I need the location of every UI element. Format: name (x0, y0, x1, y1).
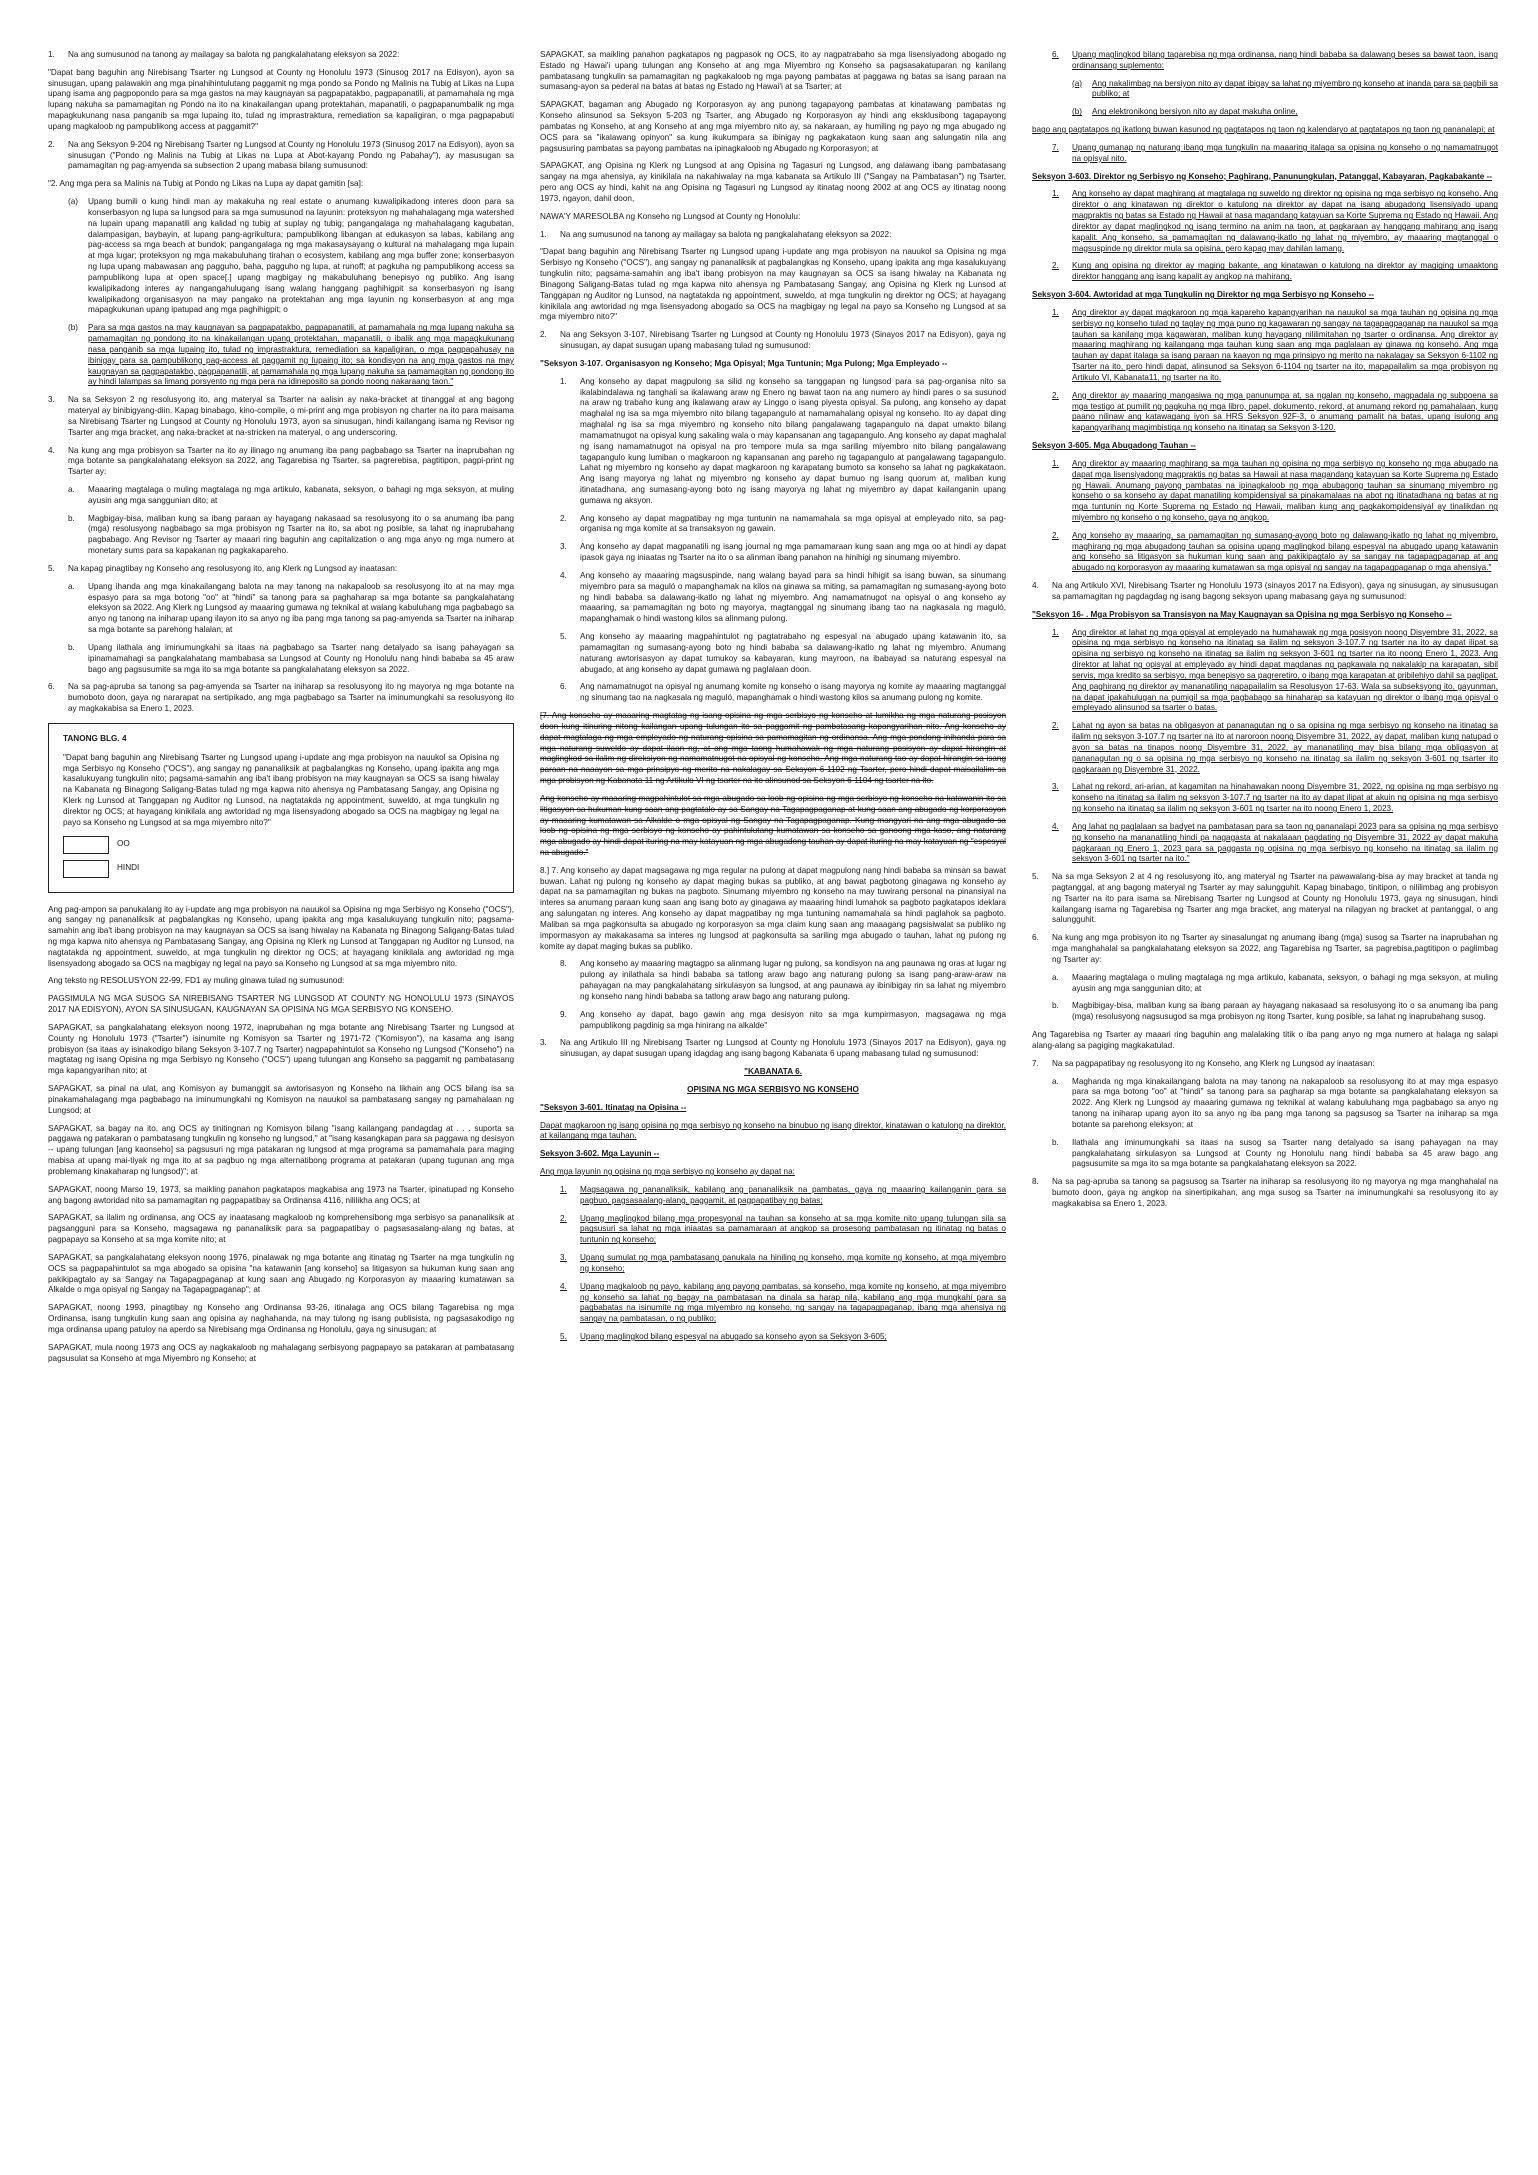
struck-subsection: Ang konseho ay maaaring magpahintulot sa mga abugado sa loob ng opisina ng mga serbisyo ng konseho na katawanin ito sa litigasyon sa hukuman kung saan ang pagtatalo ay sa Sangay na Tagapagpaganap at kung saan ang abugado ng korporasyon ay maaaring kumatawan sa Alkalde o mga opisyal ng Sangay na Tagapagpaganap. Kung mangyari na ang mga abugado sa loob ng opisina ng mga serbisyo ng konseho ay pahintulutang kumatawan sa konseho sa ganoong mga kaso, ang naturang mga abugado ay hindi dapat ituring na may katayuan ng mga abugadong tauhan ay dapat ituring na may katayuan ng "espesyal na abugado." (540, 793, 1006, 857)
numbered-paragraph: 2. Na ang Seksyon 3-107, Nirebisang Tsarter ng Lungsod at County ng Honolulu 1973 (Sinayos 2017 na Edisyon), gaya ng sinusugan, ay dapat susugan upang mabasang tulad ng sumusunod: (540, 330, 1006, 351)
numbered-paragraph: 7. Na sa pagpapatibay ng resolusyong ito ng Konseho, ang Klerk ng Lungsod ay inaatasan: (1032, 1058, 1375, 1068)
lettered-paragraph: a. Maghanda ng mga kinakailangang balota na may tanong na nakapaloob sa resolusyong ito at may mga espasyo para sa mga botong "oo" at "hindi" sa tanong para sa pagharap sa mga botante sa pangkalahatang eleksyon sa 2022. Ang Klerk ng Lungsod ay maaaring gumawa ng teknikal at walang kabuluhang mga pagbabago sa anyo ng tanong na iniharap upang ayon ito sa anyo ng iba pang mga tanong sa pagsusog sa Tsarter na iniharap sa mga botante sa parehong eleksyon; at (1052, 1076, 1498, 1129)
numbered-subsection: 4. Upang magkaloob ng payo, kabilang ang payong pambatas, sa konseho, mga komite ng konseho, at mga miyembro ng konseho sa lahat ng bagay na pambatasan na dinala sa harap nila, kabilang ang mga mungkahi para sa pagbabatas na isinumite ng mga miyembro ng konseho, ng sangay na tagapagpaganap, ibang mga ahensiya ng sangay na pambatasan, o ng publiko; (560, 1281, 1006, 1324)
whereas-paragraph: SAPAGKAT, sa pangkalahatang eleksyon noong 1976, pinalawak ng mga botante ang itinatag ng Tsarter na mga tungkulin ng OCS sa pagpapahintulot sa mga abogado sa opisina "na katawanin [ang konseho] sa litigasyon sa hukuman kung saan ang pakikipagtalo ay sa Sangay na Tagapagpaganap at kung saan ang Abugado ng Korporasyon ay maaaring kumatawan sa Alkalde o mga opisyal ng Sangay na Tagapagpaganap"; at (48, 1252, 514, 1295)
whereas-paragraph: SAPAGKAT, sa bagay na ito, ang OCS ay tinitingnan ng Komisyon bilang "isang kailangang pandagdag at . . . suporta sa paggawa ng patakaran o pambatasang tungkulin ng konseho ng lungsod," at "isang kasangkapan para sa paggawa ng desisyon -- upang tulungan [ang kaonseho] sa pagsusuri ng mga patakaran ng lungsod at mga programa sa pamamahala para maging mabisa at upang mai-tiyak ng mga ito at sa pagbuo ng mga alternatibong programa at patakaran (upang tugunan ang mga problemang kinakaharap ng lungsod)"; at (48, 1123, 514, 1176)
amended-text-heading: "2. Ang mga pera sa Malinis na Tubig at Pondo ng Likas na Lupa ay dapat gamitin [sa]: (48, 179, 364, 189)
lettered-paragraph: a. Upang ihanda ang mga kinakailangang balota na may tanong na nakapaloob sa resolusyong ito at na may mga espasyo para sa mga botong "oo" at "hindi" sa tanong para sa paghaharap sa mga botante sa pangkalahatang eleksyon sa 2022. Ang Klerk ng Lungsod ay maaaring gumawa ng teknikal at walang kabuluhang mga pagbabago sa anyo ng tanong na iniharap upang ilayon ito sa anyo ng iba pang mga tanong sa pag-amyenda sa Tsarter na iniharap sa mga botante sa parehong halalan; at (68, 581, 514, 635)
ballot-question-text: "Dapat bang baguhin ang Nirebisang Tsarter ng Lungsod upang i-update ang mga probisyon na nauukol sa Opisina ng mga Serbisyo ng Konseho ("OCS"), ang sangay ng pananaliksik at pagbalangkas ng Konseho, upang ipakita ang mga kasalukuyang tungkulin nito; pagsama-samahin ang iba't ibang probisyon na may kaugnayan sa OCS sa isang hiwalay na Kabanata ng Binagong Saligang-Batas tulad ng mga kapwa nito ahensya ng Pambatasang Sangay, ang Opisina ng Klerk ng Lunsod at Tanggapan ng Auditor ng Lunsod, na nagtatakda ng appointment, suweldo, at mga tungkulin ng direktor ng OCS; at hayagang kinikilala ang awtoridad ng mga lisensyadong abogado sa OCS na magbigay ng legal na payo sa Konseho ng Lungsod at sa mga miyembro nito?" (63, 752, 499, 827)
numbered-subsection: 2. Lahat ng ayon sa batas na obligasyon at pananagutan ng o sa opisina ng mga serbisyo ng konseho na itinatag sa ilalim ng seksyon 3-107.7 ng tsarter na ito at naroroon noong Disyembre 31, 2022, ay dapat, maliban kung natupad o ayon sa batas na tinapos noong Disyembre 31, 2022, ay mananatiling may bisa bilang mga obligasyon at pananagutan ng o sa opisina ng mga serbisyo ng konseho na itinatag sa ilalim ng seksyon 3-601 ng tsarter ito pagkaraan ng Disyembre 31, 2022. (1052, 721, 1498, 774)
numbered-subsection: 1. Ang konseho ay dapat magpulong sa silid ng konseho sa tanggapan ng lungsod para sa pag-organisa nito sa ikalabindalawa ng tanghali sa ikalawang araw ng Enero ng bawat taon na ang numero ay hindi pares o sa susunod na araw ng trabaho kung ang ikalawang araw ay Linggo o isang piyesta opisyal. Sa pulong, ang konseho ay dapat maghalal ng isa sa mga miyembro nito bilang tagapangulo at namamahalang opisyal ng konseho. Ito ay dapat ding maghalal ng isa sa mga miyembro ng konseho nito bilang pangalawang tagapangulo na dapat umakto bilang mamamatnugot na opisyal kung sakaling wala o may kapansanan ang tagapangulo. Ang konseho ay dapat maghalal ng isang namamatnugot na opisyal na pro tempore mula sa mga sariling miyembro nito bilang pangalawang tagapangulo kung lumiban o magkaroon ng kapansanan ang pareho ng tagapangulo at pangalawang tagapangulo. Lahat ng miyembro ng konseho ay dapat magkaroon ng karapatang bumoto sa konseho sa lahat ng pagkakataon. Ang isang mayorya ng lahat ng miyembro ng konseho ay dapat bumuo ng isang quorum at, maliban kung itinatadhana, ang sumasang-ayong boto ng isang mayorya ng lahat ng miyembro ay dapat kailanganin upang gumawa ng aksyon. (560, 376, 1006, 505)
chapter-subtitle: OPISINA NG MGA SERBISYO NG KONSEHO (687, 1084, 859, 1094)
numbered-subsection: 2. Ang direktor ay maaaring mangasiwa ng mga panunumpa at, sa ngalan ng konseho, magpadala ng subpoena sa mga testigo at pumilit ng pagkuha ng mga libro, papel, dokumento, rekord, at anumang rekord ng pamahalaan, kung paano nilinaw ang katawagang iyon sa HRS Seksyon 92F-3, o anumang pamalit na batas, upang isulong ang kapangyarihang magimbistiga ng konseho na itinatag sa Seksyon 3-120. (1052, 390, 1498, 433)
whereas-paragraph: SAPAGKAT, noong Marso 19, 1973, sa maikling panahon pagkatapos magkabisa ang 1973 na Tsarter, ipinatupad ng Konseho ang bagong awtoridad nito sa pamamagitan ng pagpapatibay sa Ordinansa 4116, nililikha ang OCS; at (48, 1184, 514, 1205)
numbered-subsection: 5. Ang konseho ay maaaring magpahintulot ng pagtatrabaho ng espesyal na abugado upang katawanin ito, sa pamamagitan ng sumasang-ayong boto ng hindi bababa sa dalawang-ikatlo ng lahat ng miyembro. Anumang naturang awtorisasyon ay dapat tumukoy sa kabayaran, kung mayroon, na ibabayad sa naturang espesyal na abugado, at ang konseho ay dapat gumawa ng paglalaan doon. (560, 632, 1006, 674)
purpose-paragraph: Ang pag-ampon sa panukalang ito ay i-update ang mga probisyon na nauukol sa Opisina ng mga Serbisyo ng Konseho ("OCS"), ang sangay ng pananaliksik at pagbalangkas ng Konseho, upang ipakita ang mga kasalukuyang tungkulin nito; pagsama-samahin ang iba't ibang probisyon na may kaugnayan sa OCS sa isang hiwalay na Kabanata ng Binagong Saligang-Batas tulad ng mga kapwa nito ahensya ng Pambatasang Sangay, ang Opisina ng Klerk ng Lunsod at Tanggapan ng Auditor ng Lunsod, na nagtatakda ng appointment, suweldo, at mga tungkulin ng direktor ng OCS; at hayagang kinikilala ang awtoridad ng mga lisensyadong abogado sa OCS na magbigay ng legal na payo sa Konseho ng Lungsod at sa mga miyembro nito. (48, 904, 514, 968)
numbered-subsection: 4. Ang lahat ng paglalaan sa badyet na pambatasan para sa taon ng pananalapi 2023 para sa opisina ng mga serbisyo ng konseho na mananatiling hindi pa nagagasta at nakalaaan pagdating ng Disyembre 31, 2022 ay dapat makuha pagkaraan ng Enero 1, 2023 para sa paggasta ng opisina ng mga serbisyo ng konseho na itinatag sa ilalim ng seksyon 3-601 ng tsarter na ito." (1052, 821, 1498, 864)
whereas-paragraph: SAPAGKAT, noong 1993, pinagtibay ng Konseho ang Ordinansa 93-26, itinalaga ang OCS bilang Tagarebisa ng mga Ordinansa, isang tungkulin kung saan ang opisina ay naghahanda, na may tulong ng isang publisista, ng pagsasakodigo ng mga ordinansa upang patuloy na aperdo sa Nirebisang mga Ordinansa ng Honolulu, gaya ng sinusugan; at (48, 1303, 514, 1334)
section-heading: "Seksyon 3-107. Organisasyon ng Konseho; Mga Opisyal; Mga Tuntunin; Mga Pulong; Mga Empleyado -- (540, 358, 948, 368)
numbered-subsection: 1. Ang direktor at lahat ng mga opisyal at empleyado na humahawak ng mga posisyon noong Disyembre 31, 2022, sa opisina ng mga serbisyo ng konseho na itinatag sa ilalim ng seksyon 3-107.7 ng tsarter na ito ay dapat ilipat sa opisina ng serbisyo ng konseho na itinatag sa ilalim ng seksyon 3-601 ng tsarter na ito noong Enero 1, 2023. Ang direktor at lahat ng opisyal at empleyado ay hindi dapat magdanas ng pagkawala ng nakalakip na karapatan, sibil servis, mga kredito sa serbisyo, mga benepisyo sa pagreretiro, o ibang mga karapatan at pribilehiyo dahil sa paglipat. Ang paghirang ng direktor ay mananatiling napapailalim sa Resolusyon 17-63. Wala sa subseksyong ito, gayunman, na dapat ipakahulugan na pumigil sa mga pagbabago sa hinaharap sa katayuan ng direktor o ibang mga opisyal o empleyado alinsunod sa tsarter o batas. (1052, 627, 1498, 713)
lettered-paragraph: (a) Upang bumili o kung hindi man ay makakuha ng real estate o anumang kuwalipikadong interes doon para sa konserbasyon ng lupa sa lungsod para sa mga sumusunod na layunin: proteksyon ng mahahalagang mga watershed na lupain upang mapanatili ang kalidad ng tubig at suplay ng tubig; pangangalaga ng mahahalagang kagubatan, dalampasigan, baybayin, at lupang pang-agrikultura; pampublikong libangan at edukasyon sa labas, kabilang ang pag-access sa mga beach at bundok; pangangalaga ng mga makasaysayang o kultural na mahalagang mga lupain at mga lugar; proteksyon ng mga makabuluhang tirahan o ecosystem, kabilang ang mga buffer zone; konserbasyon ng lupa upang mabawasan ang pagguho, baha, pagguho ng lupa, at runoff; at pagkuha ng pampublikong access sa pampublikong lupa at open space[.] upang magbigay ng makabuluhang benepisyo ng publiko. Ang isang kwalipikadong interes ay nangangahulugang isang walang hanggang paghihigpit sa konserbasyon ng isang kwalipikadong organisasyon na may pangako na protektahan ang mga layunin ng konserbasyon at ang mga mapagkukunan upang ipatupad ang mga paghihigpit; o (68, 197, 514, 315)
section-heading: Seksyon 3-605. Mga Abugadong Tauhan -- (1032, 441, 1196, 451)
ballot-quote: "Dapat bang baguhin ang Nirebisang Tsarter ng Lungsod at County ng Honolulu 1973 (Sinusog 2017 na Edisyon), ayon sa sinusugan, upang palawakin ang mga pinahihintulutang paggamit ng mga pondo sa Pondo ng Malinis na Tubig at Likas na Lupa upang isama ang pagpopondo para sa mga gastos na may kaugnayan sa pagpapatakbo, pagpapanatili, at pamamahala ng mga lupang nakuha sa pamamagitan ng Pondo na ito na kinakailangan upang protektahan, mapanatili, o pagpapanumbalik ng mga mapagkukunang nasa panganib sa mga lupaing ito, tulad ng imprastraktura, remediation sa kapaligiran, o mga pagpapabuti upang magkaloob ng pampublikong access at paggamit?" (48, 67, 514, 131)
numbered-paragraph: 4. Na ang Artikulo XVI, Nirebisang Tsarter ng Honolulu 1973 (sinayos 2017 na Edisyon), gaya ng sinusugan, ay sinususugan sa pamamagitan ng pagdagdag ng isang bagong seksyon upang mabasang gaya ng sumusunod: (1032, 581, 1498, 601)
numbered-subsection: 1. Ang direktor ay dapat magkaroon ng mga kapareho kapangyarihan na nauukol sa mga tauhan ng opisina ng mga serbisyo ng konseho tulad ng taglay ng mga puno ng kagawaran ng sangay na tagapagpaganap na nauukol sa mga tauhan sa kanilang mga kagawaran, maliban kung hayagang nililimitahan ng tsarter o ordinansa. Ang direktor ay maaaring maghirang ng kailangang mga tauhan kung saan ang mga paglalaan ay ginawa ng konseho. Ang mga tauhan ay dapat italaga sa isang paraan na kaayon ng mga prinsipyo ng merito na nakalagay sa Seksyon 6-1102 ng Tsarter na ito, pero hindi dapat, alinsunod sa Seksyon 6-1104 ng tsarter na ito, mapapailalim sa mga probisyon ng Artikulo VI, Kabanata11, ng tsarter na ito. (1052, 307, 1498, 382)
numbered-paragraph: 3. Na sa Seksyon 2 ng resolusyong ito, ang materyal sa Tsarter na aalisin ay naka-bracket at tinanggal at ang bagong materyal ay binibigyang-diin. Kapag binabago, kino-compile, o mi-print ang mga probisyon ng charter na ito para maisama sa Nirebisang Tsarter ng Lungsod at County ng Honolulu 1973, ayon sa sinusugan, hindi kailangang isama ng Revisor ng Tsarter ang mga bracket, ang naka-bracket at na-stricken na materyal, o ang underscoring. (48, 395, 514, 437)
subsection-text: bago ang pagtatapos ng ikatlong buwan kasunod ng pagtatapos ng taon ng kalendaryo at pagtatapos ng taon ng pananalapi; at (1032, 125, 1495, 135)
numbered-subsection: 6. Ang namamatnugot na opisyal ng anumang komite ng konseho o isang mayorya ng komite ay maaaring magtanggal ng sinumang tao na nagkasala ng maguló, mapanghamak o hindi wastong kilos sa anumang pulong ng komite. (560, 682, 1006, 703)
ballot-question-box (48, 723, 514, 893)
numbered-paragraph: 5. Na kapag pinagtibay ng Konseho ang resolusyong ito, ang Klerk ng Lungsod ay inaatasan: (48, 563, 398, 573)
numbered-paragraph: 1. Na ang sumusunod na tanong ay mailagay sa balota ng pangkalahatang eleksyon sa 2022: (540, 229, 892, 239)
resolved-line: NAWA'Y MARESOLBA ng Konseho ng Lungsod at County ng Honolulu: (540, 211, 801, 221)
numbered-subsection: 2. Kung ang opisina ng direktor ay maging bakante, ang kinatawan o katulong na direktor ay magiging umaaktong direktor hanggang ang isang kapalit ay angkop na mahirang. (1052, 261, 1498, 282)
struck-subsection: [7. Ang konseho ay maaaring magtatag ng isang opisina ng mga serbisyo ng konseho at lumikha ng mga naturang posisyon doon kung itinuring nitong kailangan upang tulungan ito sa paggamit ng pambatasang kapangyarihan nito. Ang konseho ay dapat magtalaga ng mga empleyado ng naturang opisina sa pamamagitan ng ordinansa. Ang mga pondong inihanda para sa mga naturang suweldo ay dapat ilaan ng, at ang mga taong humahawak ng mga naturang posisyon ay dapat hirangin at maglingkod sa ilalim ng direksiyon ng namamatnugot na opisyal ng konseho. Ang mga naturang tao ay dapat hirangin sa isang paraan na naaayon sa mga prinsipyo ng merito na nakalagay sa Seksyon 6-1102 ng Tsarter, pero hindi dapat maisailalim sa mga probisyon ng Kabanata 11 ng Artikulo VI ng tsarter na ito alinsunod sa Seksyon 6-1104 ng tsarter na ito. (540, 711, 1006, 786)
whereas-paragraph: SAPAGKAT, bagaman ang Abugado ng Korporasyon ay ang punong tagapayong pambatas at kinatawang pambatas ng Konseho alinsunod sa Seksyon 5-203 ng Tsarter, ang Abugado ng Korporasyon ay hindi ang eksklusibong tagapayong pambatas ng Konseho, at ang Konseho at ang mga miyembro nito ay, sa nakaraan, ay humiling ng payo ng mga abugado ng OCS para sa "ikalawang opinyon" sa kung ikukumpara sa ibinigay ng pagkakataon kung saan ang salungatin nila ang pagsusuring pambatas sa payong pambatas na ipinagkaloob ng Abugado ng Korporasyon; at (540, 100, 1006, 153)
section-heading: "Seksyon 3-601. Itinatag na Opisina -- (540, 1102, 687, 1112)
section-text: Ang mga layunin ng opisina ng mga serbisyo ng konseho ay dapat na: (540, 1167, 795, 1177)
numbered-subsection: 2. Ang konseho ay maaaring, sa pamamagitan ng sumasang-ayong boto ng dalawang-ikatlo ng lahat ng miyembro, maghirang ng mga abugadong tauhan sa opisina upang maglingkod bilang espesyal na abugado upang katawanin ang konseho sa litigasyon sa hukuman kung saan ang pakikipagtalo ay sa sangay na tagapagpaganap at ang abugado ng korporasyon ay maaaring kumatawan sa mga opisyal ng sangay na tagapagpaganap o mga ahensiya." (1052, 530, 1498, 573)
column-3 (1032, 50, 1498, 2145)
section-text: Dapat magkaroon ng isang opisina ng mga serbisyo ng konseho na binubuo ng isang direktor, kinatawan o katulong na direktor, at kailangang mga tauhan. (540, 1120, 1006, 1141)
lettered-paragraph: a. Maaaring magtalaga o muling magtalaga ng mga artikulo, kabanata, seksyon, o bahagi ng mga seksyon, at muling ayusin ang mga sanggunian dito; at (68, 484, 514, 505)
whereas-paragraph: SAPAGKAT, sa pinal na ulat, ang Komisyon ay bumanggit sa awtorisasyon ng Konseho na likhain ang OCS bilang isa sa pinakamahalagang mga pagbabago na iminumungkahi ng Komisyon na nauukol sa pambatasang sangay ng pamahalaan ng Lungsod; at (48, 1084, 514, 1115)
whereas-list-1 (48, 1023, 514, 1364)
lettered-paragraph: a. Maaaring magtalaga o muling magtalaga ng mga artikulo, kabanata, seksyon, o bahagi ng mga seksyon, at muling ayusin ang mga sanggunian dito; at (1052, 972, 1498, 993)
numbered-paragraph: 6. Na kung ang mga probisyon ito ng Tsarter ay sinasalungat ng anumang ibang (mga) susog sa Tsarter na inaprubahan ng mga manghahalal sa pangkalahatang eleksyon sa 2022, ang Tagarebisa ng Tsarter, sa pagrebisa,pagtitipon o paglimbag ng Tsarter ay: (1032, 933, 1498, 964)
numbered-subsection: 6. Upang maglingkod bilang tagarebisa ng mga ordinansa, nang hindi bababa sa dalawang beses sa bawat taon, isang ordinansang suplemento: (1052, 50, 1498, 70)
numbered-subsection: 2. Upang maglingkod bilang mga propesyonal na tauhan sa konseho at sa mga komite nito upang tulungan sila sa pagsusuri sa lahat ng mga iniaatas sa pamamaraan at angkop sa prosesong pambatasan ng itinatag ng batas o tuntunin ng konseho; (560, 1213, 1006, 1245)
numbered-subsection: 5. Upang maglingkod bilang espesyal na abugado sa konseho ayon sa Seksyon 3-605; (560, 1331, 887, 1341)
numbered-subsection: 4. Ang konseho ay maaaring magsuspinde, nang walang bayad para sa hindi hihigit sa isang buwan, sa sinumang miyembro para sa maguló o mapanghamak na kilos na ginawa sa miting, sa pamamagitan ng sumasang-ayong boto ng hindi bababa sa dalawang-ikatlo ng lahat ng miyembro. Ang namamatnugot na opisyal o ang konseho ay maaaring, sa pamamagitan ng boto ng mayorya, magtanggal ng sinumang ibang tao na nagkasala ng maguló, mapanghamak o hindi wastong kilos sa alinmang pulong. (560, 570, 1006, 624)
section-heading: Seksyon 3-604. Awtoridad at mga Tungkulin ng Direktor ng mga Serbisyo ng Konseho -- (1032, 290, 1374, 300)
paragraph-text: Ang Tagarebisa ng Tsarter ay maaari ring baguhin ang malalaking titik o iba pang anyo ng mga numero at halaga ng salapi alang-alang sa pagiging magkakatulad. (1032, 1030, 1498, 1050)
numbered-paragraph: 6. Na sa pag-apruba sa tanong sa pag-amyenda sa Tsarter na iniharap sa resolusyong ito ng mayorya ng mga botante na bumoboto doon, gaya ng nararapat na sertipikado, ang mga pagbabago sa Tsarter na iminumungkahi sa resolusyong ito ay magkakabisa sa Enero 1, 2023. (48, 682, 514, 714)
whereas-paragraph: SAPAGKAT, sa pangkalahatang eleksyon noong 1972, inaprubahan ng mga botante ang Nirebisang Tsarter ng Lungsod at County ng Honolulu 1973 ("Tsarter") isinumite ng Komisyon sa Tsarter ng 1971-72 ("Komisyon"), na kasama ang isang probisyon (sa itaas ay isinakodigo bilang Seksyon 3-107.7 ng Tsarter) nagpapahintulot sa Konseho ng Lungsod ("Konseho") na magtatag ng isang Opisina ng mga Serbisyo ng Konseho ("OCS") upang tulungan ang Konseho sa paggamit ng pambatasang mga kapangyarihan nito; at (48, 1022, 514, 1076)
lettered-paragraph: b. Magbibigay-bisa, maliban kung sa ibang paraan ay hayagang nakasaad sa resolusyong ito o sa anumang iba pang (mga) resolusyong nagsusugod sa mga probisyon ng itong Tsarter, kung posible, sa lahat ng inaprubahang susog. (1052, 1001, 1498, 1022)
numbered-paragraph: 3. Na ang Artikulo III ng Nirebisang Tsarter ng Lungsod at County ng Honolulu 1973 (Sinayos 2017 na Edisyon), gaya ng sinusugan, ay dapat susugan upang idagdag ang isang bagong Kabanata 6 upang mabasang tulad ng sumusunod: (540, 1038, 1006, 1059)
lettered-subsection: (b) Ang elektronikong bersiyon nito ay dapat makuha online, (1072, 107, 1298, 117)
whereas-paragraph: SAPAGKAT, ang Opisina ng Klerk ng Lungsod at ang Opisina ng Tagasuri ng Lungsod, ang dalawang ibang pambatasang sangay na mga ahensiya, ay kinikilala na nakahiwalay na mga kabanata sa Artikulo III ("Sangay na Pambatasan") ng Tsarter, pero ang OCS ay hindi, kahit na ang Opisina ng Tagasuri ng Lungsod ay itinatag noong 2002 at ang OCS ay itinatag noong 1973, ngayon, dahil doon, (540, 161, 1006, 203)
numbered-subsection: 3. Upang sumulat ng mga pambatasang panukala na hiniling ng konseho, mga komite ng konseho, at mga miyembro ng konseho; (560, 1253, 1006, 1273)
column-1 (48, 50, 514, 2145)
numbered-subsection: 8. Ang konseho ay maaaring magtagpo sa alinmang lugar ng pulong, sa kondisyon na ang paunawa ng oras at lugar ng pulong ay inilathala sa hindi bababa sa tatlong araw bago ang naturang pulong sa isang pang-araw-araw na pahayagan na may pangkalahatang sirkulasyon sa lungsod, at ang paunawa ay ibinibigay rin sa lahat ng miyembro ng konseho nang hindi bababa sa tatlong araw bago ang naturang pulong. (560, 959, 1006, 1001)
lettered-paragraph: (b) Para sa mga gastos na may kaugnayan sa pagpapatakbo, pagpapanatili, at pamamahala ng mga lupang nakuha sa pamamagitan ng pondong ito na kinakailangan upang protektahan, mapanatili, o ibalik ang mga mapagkukunang nasa panganib sa mga lupaing ito, tulad ng imprastraktura, remediation sa kapaligiran, o mga pagpapahusay na ibinigay para sa pampublikong pag-access at paggamit ng lupaing ito; sa kondisyon na ang mga gastos na may kaugnayan sa pagpapatakbo, pagpapanatili, at pamamahala ng mga lupang nakuha sa pamamagitan ng pondong ito ay hindi lalampas sa limang porsyento ng mga pera na idineposito sa pondo noong nakaraang taon." (68, 323, 514, 387)
numbered-paragraph: 8. Na sa pag-apruba sa tanong sa pagsusog sa Tsarter na iniharap sa resolusyong ito ng mayorya ng mga manghahalal na bumoto doon, gaya ng angkop na sinertipikahan, ang mga susog sa Tsarter na iminumungkahi sa resolusyong ito ay magkakabisa sa Enero 1, 2023. (1032, 1177, 1498, 1208)
whereas-paragraph: SAPAGKAT, mula noong 1973 ang OCS ay nagkakaloob ng mahalagang serbisyong pagpapayo sa patakaran at pambatasang pagsusulat sa Konseho at mga Miyembro ng Konseho; at (48, 1342, 514, 1363)
subsection-paragraph: 8.] 7. Ang konseho ay dapat magsagawa ng mga regular na pulong at dapat magpulong nang hindi bababa sa minsan sa bawat buwan. Lahat ng pulong ng konseho ay dapat maging bukas sa publiko, at ang bawat pagbotong ginagawa ng konseho ay dapat na sa pamamagitan ng bukas na pagboto. Sinumang miyembro ng konseho na may tuwirang personal na pinansiyal na interes sa anumang paraan kung saan ang isang boto ay ginagawa ay maaaring hindi lumahok sa pagboto pagkatapos ideklara ang salungatan ng interes. Ang konseho ay dapat magpatibay ng mga tuntuning namamahala sa hindi paglahok sa pagboto. Maliban sa mga pagkonsulta sa abugado ng korporasyon sa mga claim kung saan ang maaagang pagsisiwalat sa publiko ng impormasyon ay makakasama sa interes ng lungsod at pagkonsulta sa sariling mga abugado o tauhan, lahat ng pulong ng komite ay dapat maging bukas sa publiko. (540, 865, 1006, 951)
vote-box-icon[interactable] (63, 860, 109, 878)
numbered-subsection: 3. Ang konseho ay dapat magpanatili ng isang journal ng mga pamamaraan kung saan ang mga oo at hindi ay dapat ipasok gaya ng iniaatas ng Tsarter na ito o sa alinman ibang panahon na hinihigi ng sinumang miyembro. (560, 542, 1006, 563)
resolution-title: PAGSIMULA NG MGA SUSOG SA NIREBISANG TSARTER NG LUNGSOD AT COUNTY NG HONOLULU 1973 (SINAYOS 2017 NA EDISYON), AYON SA SINUSUGAN, KAUGNAYAN SA OPISINA NG MGA SERBISYO NG KONSEHO. (48, 994, 514, 1015)
numbered-subsection: 2. Ang konseho ay dapat magpatibay ng mga tuntunin na namamahala sa mga opisyal at empleyado nito, sa pag-organisa ng mga komite at sa transaksyon ng gawain. (560, 513, 1006, 534)
ballot-question-title: TANONG BLG. 4 (63, 733, 127, 743)
ballot-option-no[interactable]: HINDI (63, 860, 499, 878)
chapter-title: "KABANATA 6. (744, 1067, 802, 1077)
whereas-paragraph: SAPAGKAT, sa ilalim ng ordinansa, ang OCS ay inaatasang magkaloob ng komprehensibong mga serbisyo sa pananaliksik at pagsangguni para sa Konseho, magsagawa ng pananaliksik para sa pagpapatibay o pagsasasalang-alang ng batas, at pagpapayo sa Konseho at sa mga komite nito; at (48, 1213, 514, 1245)
whereas-paragraph: SAPAGKAT, sa maikling panahon pagkatapos ng pagpasok ng OCS, ito ay nagpatrabaho sa mga lisensiyadong abogado ng Estado ng Hawai'i upang tulungan ang Konseho at ang mga Miyembro ng Konseho sa pagsasakatuparan ng kanilang pambatasang tungkulin sa pamamagitan ng pagkakaloob ng mga payong pambatas at paggawa ng batas sa isang paraan na sumasang-ayon sa pederal na batas at batas ng Estado ng Hawai'i at sa Tsarter; at (540, 50, 1006, 92)
lettered-subsection: (a) Ang nakalimbag na bersiyon nito ay dapat ibigay sa lahat ng miyembro ng konseho at inanda para sa pagbili sa publiko; at (1072, 78, 1498, 99)
resolution-line: Ang teksto ng RESOLUSYON 22-99, FD1 ay muling ginawa tulad ng sumusunod: (48, 976, 345, 986)
column-2 (540, 50, 1006, 2145)
numbered-subsection: 1. Ang direktor ay maaaring maghirang sa mga tauhan ng opisina ng mga serbisyo ng konseho ng mga abugado na dapat mga lisensiyadong magpraktis ng batas sa Hawaii at nasa magandang katayuan sa Korte Suprema ng Estado ng Hawaii. Anumang payong pambatas na ipinagkaloob ng mga abubagong tauhan sa sinumang miyembro ng konseho o sa konseho ay dapat manatiling kompidensiyal sa pinakamalaas na abot ng itinatadhana ng batas at ng mga tuntunin ng Korte Suprema ng Estado ng Hawaii, maliban kung ang pagkakompidensiyal ay tinalikdan ng miyembro ng konseho o ng konseho, gaya ng angkop. (1052, 458, 1498, 522)
numbered-subsection: 1. Ang konseho ay dapat maghirang at magtalaga ng suweldo ng direktor ng opisina ng mga serbisyo ng konseho. Ang direktor o ang kinatawan ng direktor o katulong na direktor ay dapat na isang abugadong lisensiyado upang magpraktis ng batas sa Estado ng Hawaii at nasa magandang katayuan sa Korte Suprema ng Estado ng Hawaii. Ang direktor ay dapat maglingkod ng isang termino na anim na taon, at pagkaraan ay hanggang mahirang ang isang kapalit. Ang konseho, sa pamamagitan ng dalawang-ikatlo ng lahat ng miyembro, ay maaaring magtanggal o magsuspinde ng direktor mula sa opisina, pero kapag may dahilan lamang. (1052, 189, 1498, 253)
ballot-quote: "Dapat bang baguhin ang Nirebisang Tsarter ng Lungsod upang i-update ang mga probisyon na nauukol sa Opisina ng mga Serbisyo ng Konseho ("OCS"), ang sangay ng pananaliksik at pagbalangkas ng Konseho, upang ipakita ang mga kasalukuyang tungkulin nito; pagsama-samahin ang iba't ibang probisyon na may kaugnayan sa OCS sa isang hiwalay na Kabanata ng Binagong Saligang-Batas tulad ng mga kapwa nito ahensya ng Pambatasang Sangay, ang Opisina ng Klerk ng Lunsod at Tanggapan ng Auditor ng Lunsod, na nagtatakda ng appointment, suweldo, at mga tungkulin ng direktor ng OCS; at hayagang kinikilala ang awtoridad ng mga lisensyadong abogado sa OCS na magbigay ng legal na payo sa Konseho ng Lungsod at sa mga miyembro nito?" (540, 247, 1006, 322)
section-heading: "Seksyon 16- . Mga Probisyon sa Transisyon na May Kaugnayan sa Opisina ng mga Serbisyo ng Konseho -- (1032, 609, 1452, 619)
numbered-paragraph: 4. Na kung ang mga probisyon sa Tsarter na ito ay ilinago ng anumang iba pang pagbabago sa Tsarter na inaprubahan ng mga botante sa pangkalahatang eleksyon sa 2022, ang Tagarebisa ng Tsarter, sa pagrerebisa, pagtitipon, pagpi-print ng Tsarter ay: (48, 445, 514, 477)
vote-box-icon[interactable] (63, 836, 109, 854)
numbered-subsection: 9. Ang konseho ay dapat, bago gawin ang mga desisyon nito sa mga kumpirmasyon, magsagawa ng mga pampublikong pagdinig sa mga hinirang na alkalde" (560, 1009, 1006, 1030)
numbered-subsection: 7. Upang gumanap ng naturang ibang mga tungkulin na maaaring italaga sa opisina ng konseho o ng namamatnugot na opisyal nito. (1052, 142, 1498, 163)
section-heading: Seksyon 3-603. Direktor ng Serbisyo ng Konseho; Paghirang, Panunungkulan, Patanggal, Kabayaran, Pagkabakante -- (1032, 171, 1492, 181)
lettered-paragraph: b. Ilathala ang iminumungkahi sa itaas na susog sa Tsarter nang detalyado sa isang pahayagan na may pangkalahatang sirkulasyon sa Lungsod at County ng Honolulu nang hindi bababa sa 45 araw bago ang pagsusumite sa mga ito sa mga botante sa pangkalahatang eleksyon sa 2022. (1052, 1137, 1498, 1169)
numbered-paragraph: 5. Na sa mga Seksyon 2 at 4 ng resolusyong ito, ang materyal ng Tsarter na pawawalang-bisa ay may bracket at tanda ng pagtanggal, at ang bagong materyal ng Tsarter ay may salungguhit. Kapag binabago, tinitipon, o nililimbag ang probisyon ng Tsarter na ito para isama sa Nirebisang Tsarter ng Lungsod at County ng Honolulu 1973, gaya ng sinusugan, hindi kailangang isama ng Tagarebisa ng Tsarter ang mga bracket, ang materyal na nilagyan ng bracket at pantanggal, o ang salungguhit. (1032, 872, 1498, 925)
ballot-option-yes[interactable]: OO (63, 836, 499, 854)
numbered-subsection: 1. Magsagawa ng pananaliksik, kabilang ang pananaliksik na pambatas, gaya ng maaaring kailanganin para sa pagbuo, pagsasaalang-alang, paggamit, at pagpapatibay ng batas; (560, 1184, 1006, 1205)
section-heading: Seksyon 3-602. Mga Layunin -- (540, 1149, 660, 1159)
lettered-paragraph: b. Magbigay-bisa, maliban kung sa ibang paraan ay hayagang nakasaad sa resolusyong ito o sa anumang iba pang (mga) resolusyong nagbabago sa mga probisyon ng Tsarter na ito, sa abot ng posible, sa lahat ng inaprubahang pagbabago. Ang Revisor ng Tsarter ay maaari ring baguhin ang capitalization o ang mga anyo ng mga numero at monetary sums para sa kapakanan ng pagkakapareho. (68, 513, 514, 556)
numbered-subsection: 3. Lahat ng rekord, ari-arian, at kagamitan na hinahawakan noong Disyembre 31, 2022, ng opisina ng mga serbisyo ng konseho na itinatag sa ilalim ng seksyon 3-107.7 ng tsarter na ito ay dapat ilipat at akuin ng opisina ng mga serbisyo ng konseho na itinatag sa ilalim ng seksyon 3-601 ng tsarter na ito noong Enero 1, 2023. (1052, 782, 1498, 814)
numbered-paragraph: 2. Na ang Seksyon 9-204 ng Nirebisang Tsarter ng Lungsod at County ng Honolulu 1973 (Sinusog 2017 na Edisyon), ayon sa sinusugan ("Pondo ng Malinis na Tubig at Likas na Lupa at Abot-kayang Pondo ng Pabahay"), ay masusugan sa pamamagitan ng pag-amyenda sa subsection 2 upang mabasa bilang sumusunod: (48, 139, 514, 171)
lettered-paragraph: b. Upang ilathala ang iminumungkahi sa itaas na pagbabago sa Tsarter nang detalyado sa isang pahayagan sa ipinamamahagi sa pangkalahatang mambabasa sa Lungsod at County ng Honolulu nang hindi bababa sa 45 araw bago ang pagsusumite sa mga ito sa mga botante sa pangkalahatang eleksyon sa 2022. (68, 642, 514, 674)
numbered-paragraph: 1. Na ang sumusunod na tanong ay mailagay sa balota ng pangkalahatang eleksyon sa 2022: (48, 50, 400, 59)
